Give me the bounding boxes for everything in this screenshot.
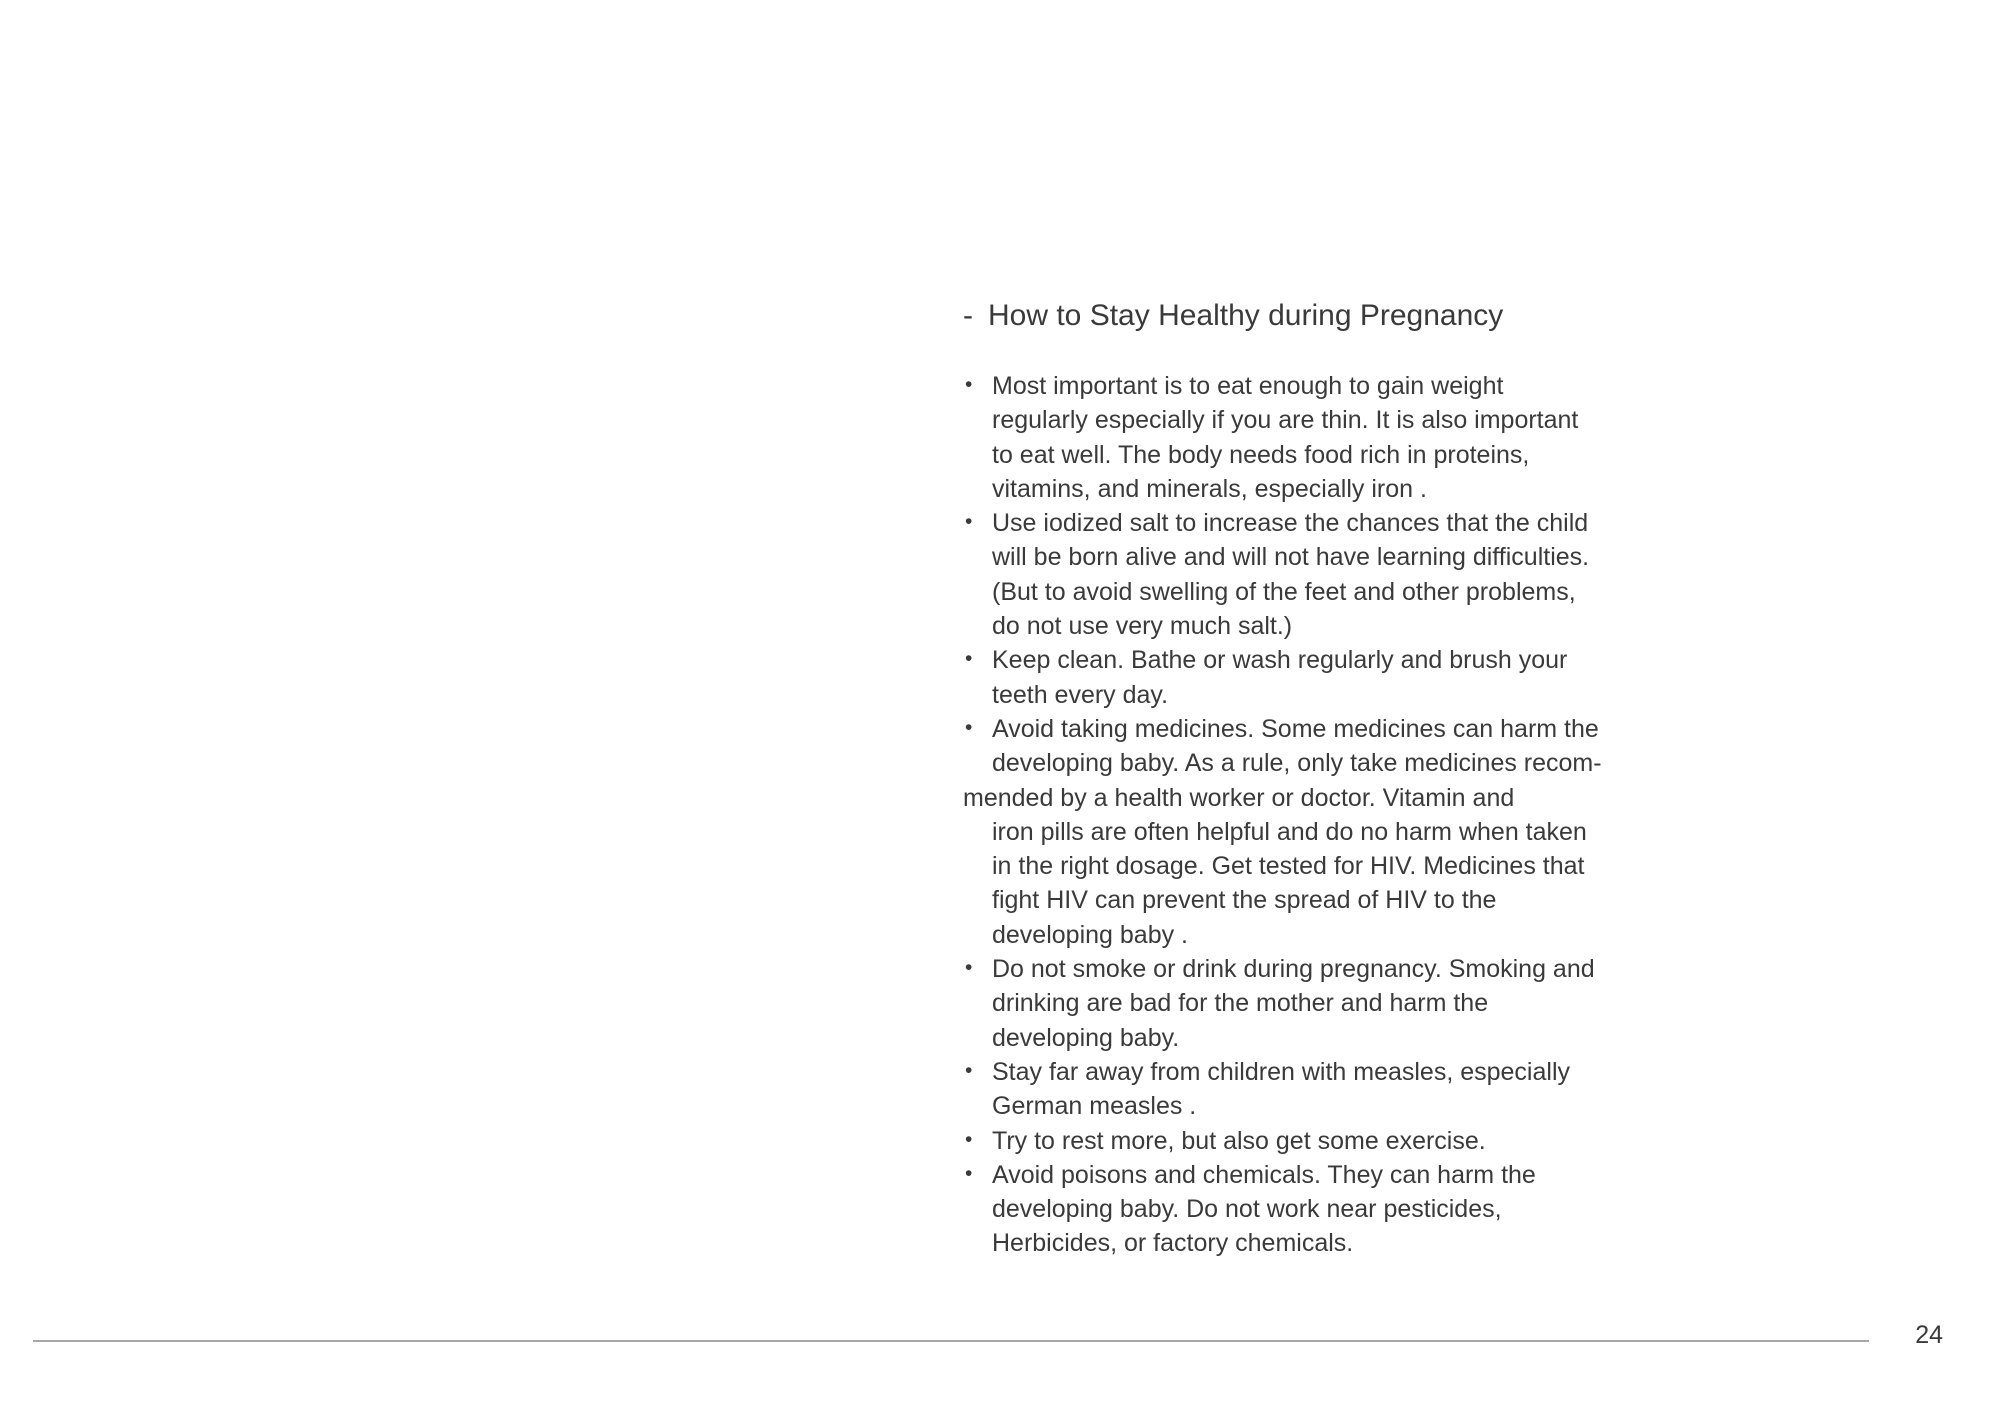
- bullet-icon: •: [965, 956, 973, 980]
- list-item: [963, 952, 1693, 1055]
- text-line: teeth every day.: [992, 680, 1169, 709]
- footer-divider: [33, 1340, 1869, 1342]
- list-item: [963, 1055, 1693, 1124]
- text-line: Try to rest more, but also get some exercise.: [992, 1126, 1486, 1155]
- list-item: [963, 369, 1693, 506]
- text-line: Stay far away from children with measles, especially: [992, 1057, 1571, 1086]
- text-line: (But to avoid swelling of the feet and other problems,: [992, 577, 1576, 606]
- text-line: to eat well. The body needs food rich in proteins,: [992, 440, 1530, 469]
- text-line: drinking are bad for the mother and harm the: [992, 989, 1489, 1018]
- text-line: Avoid taking medicines. Some medicines can harm the: [992, 714, 1599, 743]
- bullet-list: [963, 369, 1693, 1261]
- text-line: iron pills are often helpful and do no harm when taken: [992, 817, 1587, 846]
- text-line: Avoid poisons and chemicals. They can harm the: [992, 1160, 1536, 1189]
- text-line: developing baby.: [992, 1023, 1180, 1052]
- bullet-icon: •: [965, 715, 973, 739]
- list-item: [963, 506, 1693, 643]
- text-line: developing baby. Do not work near pesticides,: [992, 1195, 1502, 1224]
- text-line: Most important is to eat enough to gain weight: [992, 372, 1504, 400]
- text-line: developing baby .: [992, 920, 1188, 949]
- text-line: fight HIV can prevent the spread of HIV to the: [992, 886, 1497, 915]
- bullet-icon: •: [965, 1058, 973, 1082]
- text-line: mended by a health worker or doctor. Vitamin and: [963, 783, 1515, 812]
- text-line: in the right dosage. Get tested for HIV. Medicines that: [992, 852, 1585, 881]
- page-title-text: How to Stay Healthy during Pregnancy: [988, 299, 1504, 332]
- bullet-icon: •: [965, 1127, 973, 1151]
- list-item: [963, 1124, 1693, 1158]
- title-dash: -: [963, 299, 973, 332]
- text-line: do not use very much salt.): [992, 612, 1293, 641]
- bullet-icon: •: [965, 510, 973, 534]
- text-line: Keep clean. Bathe or wash regularly and brush your: [992, 646, 1568, 675]
- list-item: [963, 712, 1693, 952]
- text-line: regularly especially if you are thin. It is also important: [992, 406, 1579, 435]
- text-line: Do not smoke or drink during pregnancy. Smoking and: [992, 955, 1595, 984]
- bullet-icon: •: [965, 1161, 973, 1185]
- text-line: developing baby. As a rule, only take medicines recom-: [992, 749, 1602, 778]
- text-line: vitamins, and minerals, especially iron .: [992, 474, 1427, 503]
- page-title: [963, 296, 1693, 336]
- list-item: [963, 1158, 1693, 1261]
- bullet-icon: •: [965, 647, 973, 671]
- text-line: German measles .: [992, 1092, 1197, 1121]
- text-line: Herbicides, or factory chemicals.: [992, 1229, 1354, 1258]
- text-line: Use iodized salt to increase the chances that the child: [992, 509, 1589, 538]
- page-number: 24: [1915, 1321, 1943, 1349]
- bullet-icon: •: [965, 373, 973, 396]
- text-line: will be born alive and will not have learning difficulties.: [992, 543, 1590, 572]
- content-block: [963, 296, 1693, 1261]
- list-item: [963, 643, 1693, 712]
